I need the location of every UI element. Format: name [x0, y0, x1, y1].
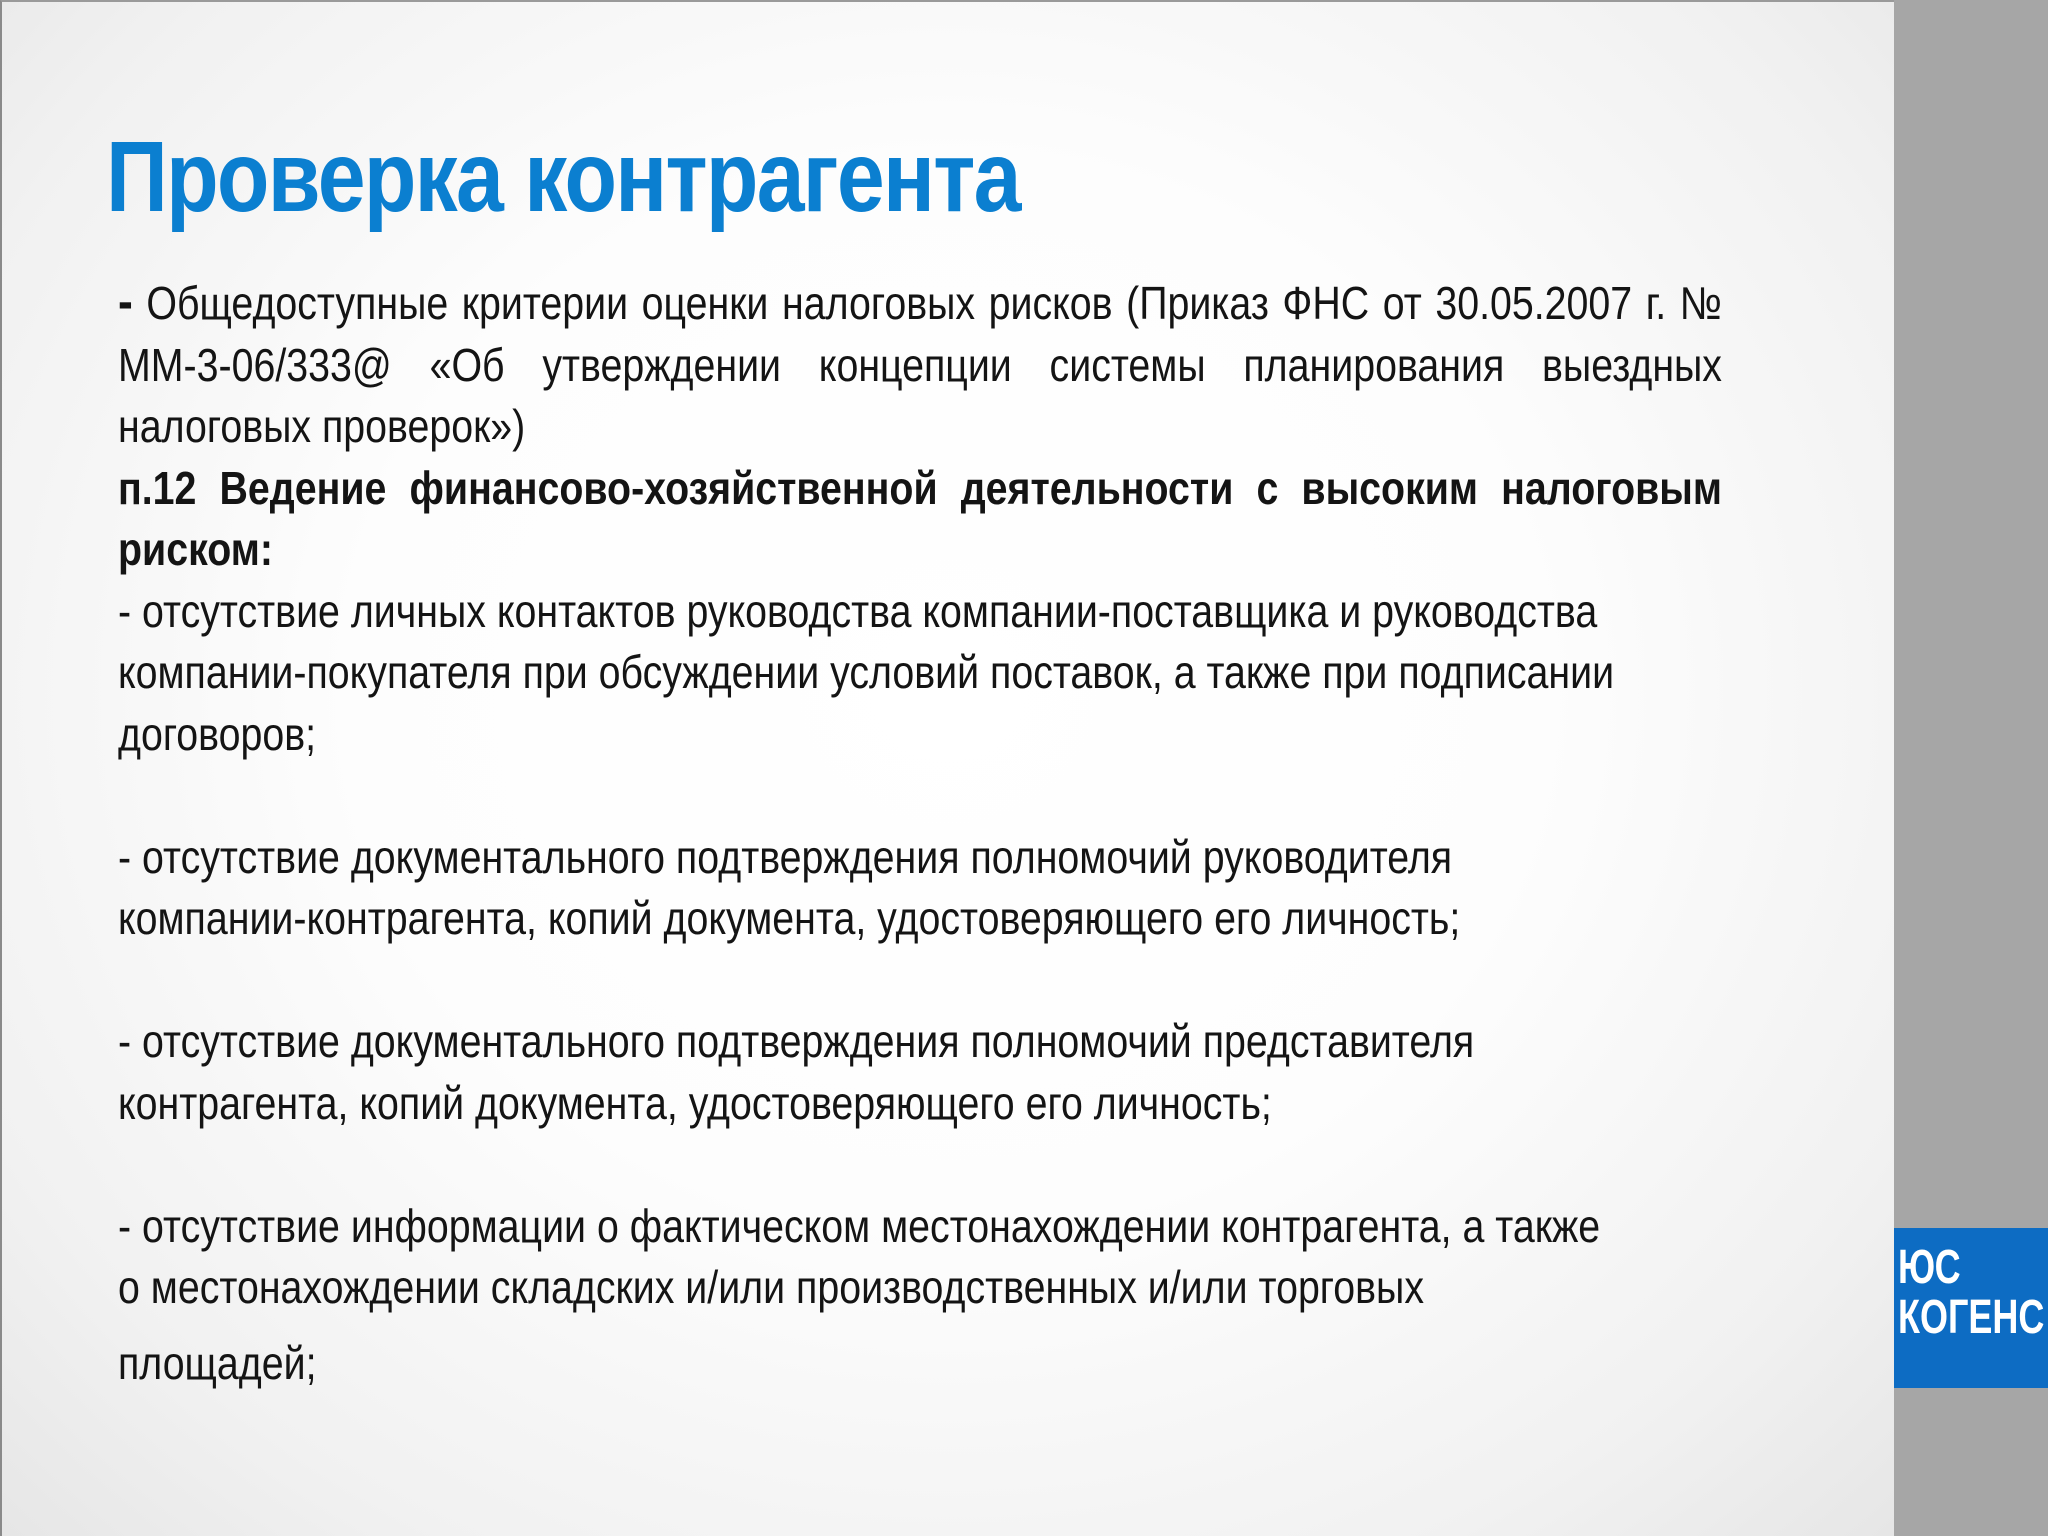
list-item-1-line-2: компании-покупателя при обсуждении условий поставок, а также при подписании [118, 646, 1615, 698]
list-item-3-line-2: контрагента, копий документа, удостоверяющего его личность; [118, 1076, 1272, 1129]
intro-dash: - [118, 273, 133, 331]
intro-text: Общедоступные критерии оценки налоговых рисков (Приказ ФНС от 30.05.2007 г. № ММ-3-06/333@ «Об утверждении концепции системы планирования выездных налоговых проверок») [118, 277, 1722, 452]
list-item-3 [118, 1011, 1722, 1134]
list-item-4 [118, 1196, 1722, 1319]
list-item-2-line-2: компании-контрагента, копий документа, удостоверяющего его личность; [118, 892, 1461, 944]
list-item-1-line-1: - отсутствие личных контактов руководства компании-поставщика и руководства [118, 584, 1598, 637]
list-item-1 [118, 581, 1722, 766]
spacer [118, 950, 1722, 1012]
list-item-4-line-1: - отсутствие информации о фактическом местонахождении контрагента, а также [118, 1199, 1601, 1252]
list-item-3-line-1: - отсутствие документального подтверждения полномочий представителя [118, 1015, 1475, 1067]
section-heading: п.12 Ведение финансово-хозяйственной деятельности с высоким налоговым риском: [118, 461, 1722, 575]
spacer [118, 765, 1722, 827]
list-item-4-line-3: площадей; [118, 1336, 317, 1389]
spacer [118, 1134, 1722, 1196]
slide-body [118, 272, 1722, 1394]
list-item-2 [118, 827, 1722, 950]
slide-title: Проверка контрагента [106, 121, 1020, 233]
list-item-2-line-1: - отсутствие документального подтверждения полномочий руководителя [118, 830, 1453, 883]
logo-line-1: ЮС [1898, 1241, 1961, 1294]
list-item-1-line-3: договоров; [118, 707, 317, 760]
list-item-4-line-2: о местонахождении складских и/или производственных и/или торговых [118, 1261, 1424, 1313]
logo-line-2: КОГЕНС [1898, 1291, 2045, 1344]
intro-paragraph [118, 272, 1722, 458]
company-logo [1894, 1228, 2048, 1388]
